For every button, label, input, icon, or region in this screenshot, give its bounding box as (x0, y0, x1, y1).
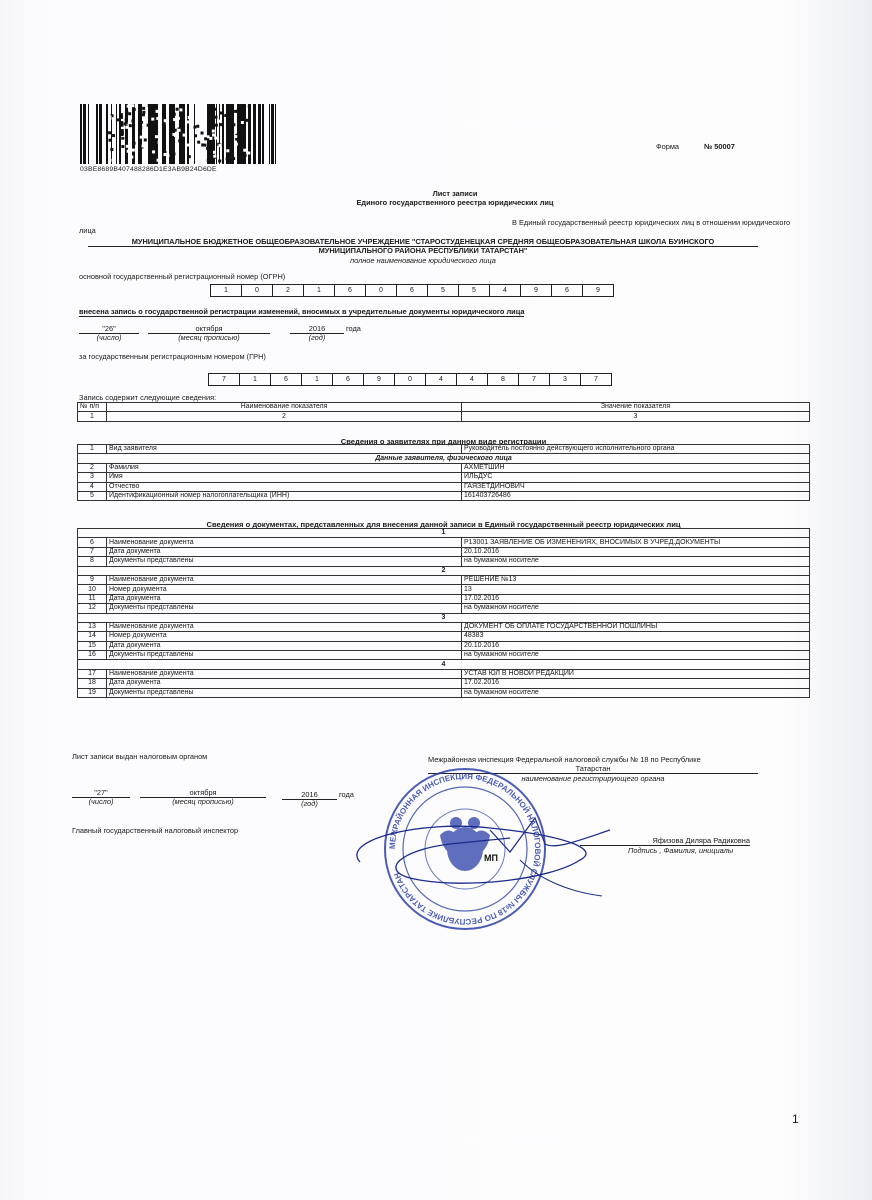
row-value: 17.02.2016 (462, 679, 810, 688)
issued-label: Лист записи выдан налоговым органом (72, 752, 208, 761)
table-row (78, 651, 810, 660)
issue-day-caption: (число) (88, 797, 114, 806)
row-number: 14 (78, 632, 107, 641)
authority-caption: наименование регистрирующего органа (521, 774, 665, 783)
row-number: 16 (78, 651, 107, 660)
row-number: 9 (78, 575, 107, 584)
row-label: Номер документа (107, 632, 462, 641)
intro-text: В Единый государственный реестр юридических лиц в отношении юридического (512, 218, 791, 227)
header-col1: 1 (78, 412, 107, 421)
signer-caption: Подпись , Фамилия, инициалы (628, 846, 734, 855)
handwritten-signature (340, 800, 620, 910)
org-name-line1: МУНИЦИПАЛЬНОЕ БЮДЖЕТНОЕ ОБЩЕОБРАЗОВАТЕЛЬНОЕ УЧРЕЖДЕНИЕ "СТАРОСТУДЕНЕЦКАЯ СРЕДНЯЯ ОБЩЕОБРАЗОВАТЕЛЬНАЯ ШКОЛА БУИНСКОГО (88, 237, 758, 247)
section-documents-title: Сведения о документах, представленных для внесения данной записи в Единый государственный реестр юридических лиц (206, 520, 681, 529)
row-label: Имя (107, 473, 462, 482)
grn-digit: 4 (456, 373, 487, 386)
row-label: Дата документа (107, 594, 462, 603)
grn-digit: 7 (208, 373, 239, 386)
grn-digit: 7 (580, 373, 612, 386)
authority-line1: Межрайонная инспекция Федеральной налоговой службы № 18 по Республике (428, 755, 701, 764)
row-label: Дата документа (107, 679, 462, 688)
row-label: Документы представлены (107, 604, 462, 613)
entry-day-caption: (число) (96, 333, 122, 342)
row-value: ИЛЬДУС (462, 473, 810, 482)
contains-label: Запись содержит следующие сведения: (79, 393, 217, 402)
grn-digit: 1 (301, 373, 332, 386)
row-label: Документы представлены (107, 651, 462, 660)
row-value: Р13001 ЗАЯВЛЕНИЕ ОБ ИЗМЕНЕНИЯХ, ВНОСИМЫХ В УЧРЕД.ДОКУМЕНТЫ (462, 538, 810, 547)
row-value: на бумажном носителе (462, 557, 810, 566)
ogrn-cells (210, 284, 614, 297)
barcode (80, 104, 276, 164)
row-value: Руководитель постоянно действующего исполнительного органа (462, 445, 810, 454)
row-value: РЕШЕНИЕ №13 (462, 575, 810, 584)
inspector-label: Главный государственный налоговый инспектор (72, 826, 239, 835)
title-line2: Единого государственного реестра юридических лиц (356, 198, 554, 207)
grn-digit: 4 (425, 373, 456, 386)
issue-month: октября (140, 788, 266, 798)
row-number: 8 (78, 557, 107, 566)
title-line1: Лист записи (432, 189, 478, 198)
row-value: УСТАВ ЮЛ В НОВОЙ РЕДАКЦИИ (462, 669, 810, 678)
row-value: 20.10.2016 (462, 547, 810, 556)
row-number: 2 (78, 463, 107, 472)
row-number: 10 (78, 585, 107, 594)
intro-text-wrap: лица (79, 226, 96, 235)
grn-digit: 6 (270, 373, 301, 386)
page-number: 1 (792, 1112, 799, 1126)
ogrn-digit: 4 (489, 284, 520, 297)
ogrn-digit: 1 (303, 284, 334, 297)
header-name: Наименование показателя (107, 403, 462, 412)
entry-month-caption: (месяц прописью) (178, 333, 240, 342)
barcode-code: 03BE8689B407488286D1E3AB9B24D6DE (80, 166, 217, 173)
document-group-number: 2 (78, 566, 810, 575)
issue-year-suffix: года (339, 790, 354, 799)
ogrn-digit: 5 (458, 284, 489, 297)
row-value: АХМЕТШИН (462, 463, 810, 472)
table-row (78, 482, 810, 491)
row-value: ГАЯЗЕТДИНОВИЧ (462, 482, 810, 491)
table-row (78, 491, 810, 500)
row-value: на бумажном носителе (462, 604, 810, 613)
row-number: 13 (78, 622, 107, 631)
grn-digit: 6 (332, 373, 363, 386)
ogrn-digit: 6 (396, 284, 427, 297)
ogrn-digit: 9 (520, 284, 551, 297)
row-label: Дата документа (107, 547, 462, 556)
applicants-table (77, 444, 810, 501)
ogrn-digit: 0 (241, 284, 272, 297)
ogrn-digit: 1 (210, 284, 241, 297)
grn-digit: 0 (394, 373, 425, 386)
row-label: Наименование документа (107, 622, 462, 631)
header-col3: 3 (462, 412, 810, 421)
row-label: Фамилия (107, 463, 462, 472)
stamp-mp: МП (484, 853, 498, 863)
table-row (78, 557, 810, 566)
header-value: Значение показателя (462, 403, 810, 412)
ogrn-digit: 0 (365, 284, 396, 297)
grn-digit: 8 (487, 373, 518, 386)
grn-cells (208, 373, 612, 386)
grn-digit: 1 (239, 373, 270, 386)
table-row (78, 679, 810, 688)
table-row (78, 445, 810, 454)
table-row (78, 575, 810, 584)
row-number: 3 (78, 473, 107, 482)
org-name-caption: полное наименование юридического лица (350, 256, 496, 265)
row-label: Наименование документа (107, 575, 462, 584)
document-group-number: 4 (78, 660, 810, 669)
row-label: Вид заявителя (107, 445, 462, 454)
row-label: Отчество (107, 482, 462, 491)
row-number: 18 (78, 679, 107, 688)
table-row (78, 594, 810, 603)
table-row (78, 641, 810, 650)
issue-month-caption: (месяц прописью) (172, 797, 234, 806)
signer-name: Яфизова Диляра Радиковна (580, 836, 750, 846)
row-value: 17.02.2016 (462, 594, 810, 603)
row-number: 17 (78, 669, 107, 678)
entry-year: 2016 (290, 324, 344, 334)
issue-year-caption: (год) (301, 799, 318, 808)
table-row (78, 669, 810, 678)
row-value: на бумажном носителе (462, 688, 810, 697)
entry-month: октября (148, 324, 270, 334)
row-number: 1 (78, 445, 107, 454)
org-name-line2: МУНИЦИПАЛЬНОГО РАЙОНА РЕСПУБЛИКИ ТАТАРСТАН" (318, 246, 528, 255)
authority-line2: Татарстан (428, 764, 758, 774)
row-label: Документы представлены (107, 557, 462, 566)
grn-digit: 7 (518, 373, 549, 386)
row-number: 6 (78, 538, 107, 547)
entry-day: "26" (79, 324, 139, 334)
row-value: 48383 (462, 632, 810, 641)
grn-digit: 3 (549, 373, 580, 386)
table-row (78, 585, 810, 594)
table-row (78, 463, 810, 472)
row-number: 12 (78, 604, 107, 613)
table-row (78, 632, 810, 641)
row-number: 11 (78, 594, 107, 603)
section-applicants-title: Сведения о заявителях при данном виде регистрации (340, 437, 547, 446)
row-label: Наименование документа (107, 538, 462, 547)
documents-table (77, 528, 810, 698)
row-number: 4 (78, 482, 107, 491)
row-label: Документы представлены (107, 688, 462, 697)
entry-text: внесена запись о государственной регистрации изменений, вносимых в учредительные документы юридического лица (79, 307, 525, 316)
row-number: 7 (78, 547, 107, 556)
row-number: 15 (78, 641, 107, 650)
ogrn-digit: 2 (272, 284, 303, 297)
row-number: 5 (78, 491, 107, 500)
form-number: № 50007 (704, 142, 735, 151)
applicant-subheader: Данные заявителя, физического лица (78, 454, 810, 463)
row-label: Дата документа (107, 641, 462, 650)
table-row (78, 473, 810, 482)
document-group-number: 3 (78, 613, 810, 622)
table-row (78, 547, 810, 556)
table-row (78, 622, 810, 631)
table-row (78, 688, 810, 697)
form-label: Форма (656, 142, 680, 151)
ogrn-digit: 6 (334, 284, 365, 297)
row-number: 19 (78, 688, 107, 697)
entry-year-suffix: года (346, 324, 361, 333)
table-row (78, 604, 810, 613)
table-row (78, 538, 810, 547)
ogrn-digit: 9 (582, 284, 614, 297)
row-value: ДОКУМЕНТ ОБ ОПЛАТЕ ГОСУДАРСТВЕННОЙ ПОШЛИНЫ (462, 622, 810, 631)
row-value: 13 (462, 585, 810, 594)
svg-text:МЕЖРАЙОННАЯ ИНСПЕКЦИЯ ФЕДЕРАЛЬ: МЕЖРАЙОННАЯ ИНСПЕКЦИЯ ФЕДЕРАЛЬНОЙ НАЛОГОВОЙ СЛУЖБЫ №18 ПО РЕСПУБЛИКЕ ТАТАРСТАН (387, 771, 543, 927)
issue-year: 2016 (282, 790, 337, 800)
row-label: Номер документа (107, 585, 462, 594)
ogrn-digit: 6 (551, 284, 582, 297)
document-group-number: 1 (78, 529, 810, 538)
row-value: на бумажном носителе (462, 651, 810, 660)
header-num: № п/п (78, 403, 107, 412)
row-label: Идентификационный номер налогоплательщика (ИНН) (107, 491, 462, 500)
row-value: 20.10.2016 (462, 641, 810, 650)
row-label: Наименование документа (107, 669, 462, 678)
header-col2: 2 (107, 412, 462, 421)
row-value: 161403726486 (462, 491, 810, 500)
header-table (77, 402, 810, 422)
grn-digit: 9 (363, 373, 394, 386)
issue-day: "27" (72, 788, 130, 798)
grn-label: за государственным регистрационным номером (ГРН) (79, 352, 266, 361)
ogrn-label: основной государственный регистрационный номер (ОГРН) (79, 272, 286, 281)
entry-year-caption: (год) (308, 333, 326, 342)
ogrn-digit: 5 (427, 284, 458, 297)
